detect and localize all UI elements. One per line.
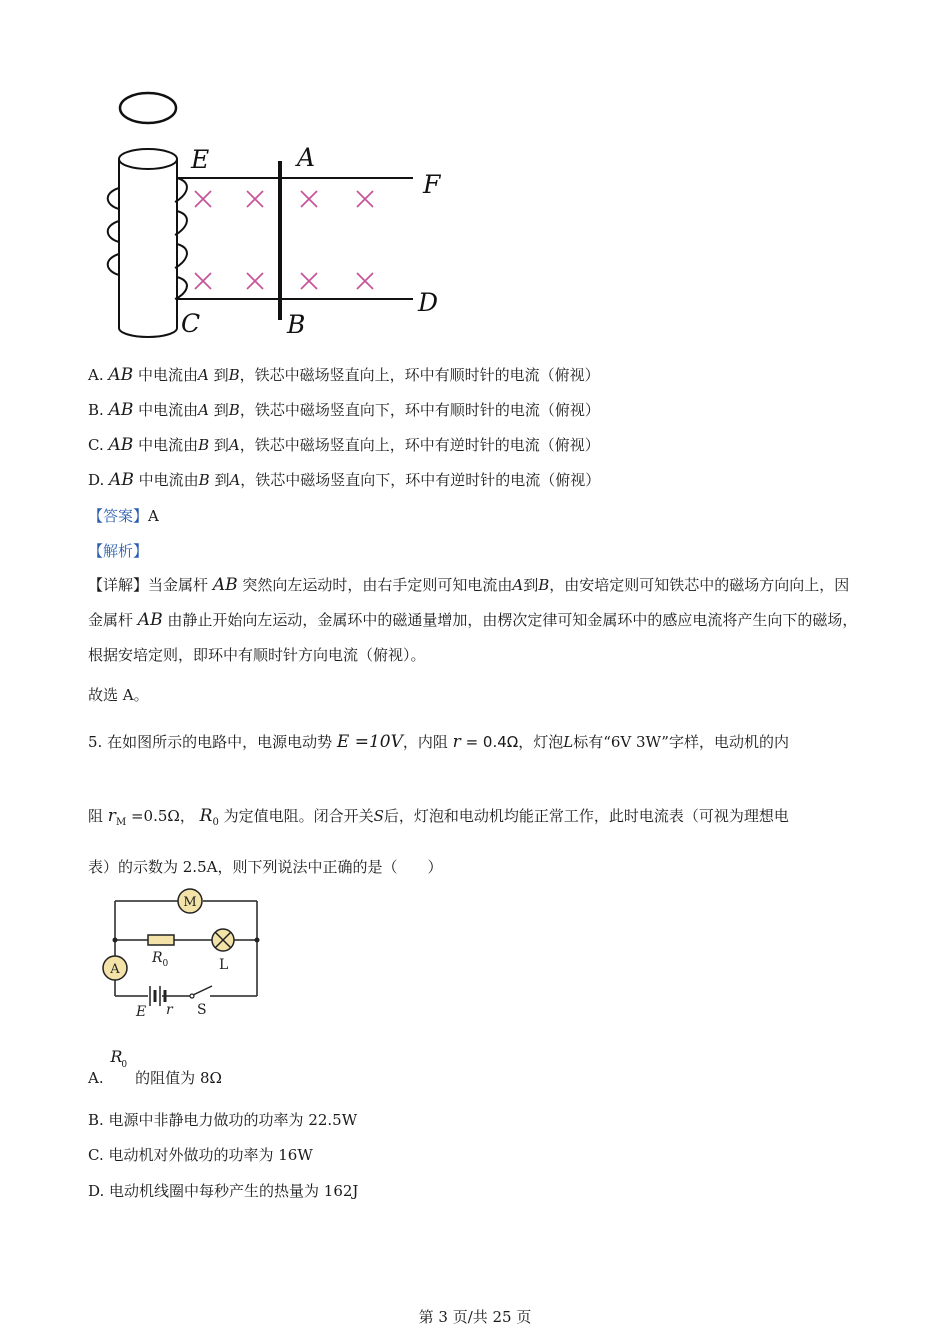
lamp-label: L bbox=[219, 957, 229, 973]
field-cross bbox=[195, 273, 211, 289]
q5-line-3: 表）的示数为 2.5A，则下列说法中正确的是（ ） bbox=[88, 858, 443, 876]
switch-symbol bbox=[190, 986, 212, 998]
label-D: D bbox=[418, 288, 439, 317]
q5-line-1: 5. 在如图所示的电路中，电源电动势 E =10V，内阻 r = 0.4Ω，灯泡L标有“6V 3W”字样，电动机的内 bbox=[88, 732, 789, 752]
detail-tag: 【详解】 bbox=[88, 576, 149, 594]
motor-symbol bbox=[178, 889, 202, 913]
analysis-tag: 【解析】 bbox=[88, 542, 149, 560]
q5-line-2: 阻 $r_M =0.5\Omega$， $R_0$ 为定值电阻。闭合开关S后，灯泡和电动机均能正常工作，此时电流表（可视为理想电 bbox=[88, 806, 789, 828]
q5-option-d: D. 电动机线圈中每秒产生的热量为 162J bbox=[88, 1182, 359, 1200]
field-crosses bbox=[195, 191, 373, 289]
field-cross bbox=[357, 273, 373, 289]
q5-option-b: B. 电源中非静电力做功的功率为 22.5W bbox=[88, 1111, 358, 1129]
answer-tag: 【答案】 bbox=[88, 507, 149, 525]
resistor-symbol bbox=[148, 935, 174, 945]
label-C: C bbox=[181, 309, 201, 338]
q4-option-b: B. AB 中电流由A 到B，铁芯中磁场竖直向下，环中有顺时针的电流（俯视） bbox=[88, 400, 600, 420]
emf-label: E bbox=[136, 1004, 147, 1020]
analysis-line bbox=[88, 541, 148, 561]
svg-text:A: A bbox=[110, 962, 120, 977]
switch-label: S bbox=[197, 1002, 207, 1018]
answer-line bbox=[88, 506, 159, 526]
field-cross bbox=[301, 191, 317, 207]
q4-option-a: A. AB 中电流由A 到B，铁芯中磁场竖直向上，环中有顺时针的电流（俯视） bbox=[88, 365, 600, 385]
answer-value: A bbox=[148, 507, 159, 525]
q5-option-a: A. R 0 的阻值为 8Ω bbox=[88, 1047, 222, 1087]
field-cross bbox=[247, 191, 263, 207]
r-label: r bbox=[166, 1002, 173, 1018]
label-B: B bbox=[287, 310, 306, 339]
q5-option-c: C. 电动机对外做功的功率为 16W bbox=[88, 1146, 313, 1164]
label-A: A bbox=[297, 143, 316, 172]
iron-core-top bbox=[119, 149, 177, 169]
ammeter-symbol bbox=[103, 956, 127, 980]
field-cross bbox=[357, 191, 373, 207]
circuit-figure bbox=[100, 888, 270, 1020]
page-footer: 第 3 页/共 25 页 bbox=[418, 1308, 532, 1326]
q4-option-c: C. AB 中电流由B 到A，铁芯中磁场竖直向上，环中有逆时针的电流（俯视） bbox=[88, 435, 600, 455]
label-F: F bbox=[423, 170, 441, 199]
field-cross bbox=[247, 273, 263, 289]
label-E: E bbox=[191, 145, 210, 174]
resistor-label: $R_0$ bbox=[152, 950, 169, 969]
conclusion: 故选 A。 bbox=[88, 686, 149, 704]
field-cross bbox=[195, 191, 211, 207]
detail-paragraph: 【详解】当金属杆 AB 突然向左运动时，由右手定则可知电流由A到B，由安培定则可知铁芯中的磁场方向向上，因金属杆 AB 由静止开始向左运动，金属环中的磁通量增加，由楞次定律可知金属环中的感应电流将产生向下的磁场，根据安培定则，即环中有顺时针方向电流（俯视）。 bbox=[88, 575, 858, 664]
q4-option-d: D. AB 中电流由B 到A，铁芯中磁场竖直向下，环中有逆时针的电流（俯视） bbox=[88, 470, 601, 490]
figure-rails-coil bbox=[95, 85, 455, 347]
svg-text:M: M bbox=[183, 895, 197, 910]
metal-ring bbox=[120, 93, 176, 123]
lamp-symbol bbox=[212, 929, 234, 951]
field-cross bbox=[301, 273, 317, 289]
